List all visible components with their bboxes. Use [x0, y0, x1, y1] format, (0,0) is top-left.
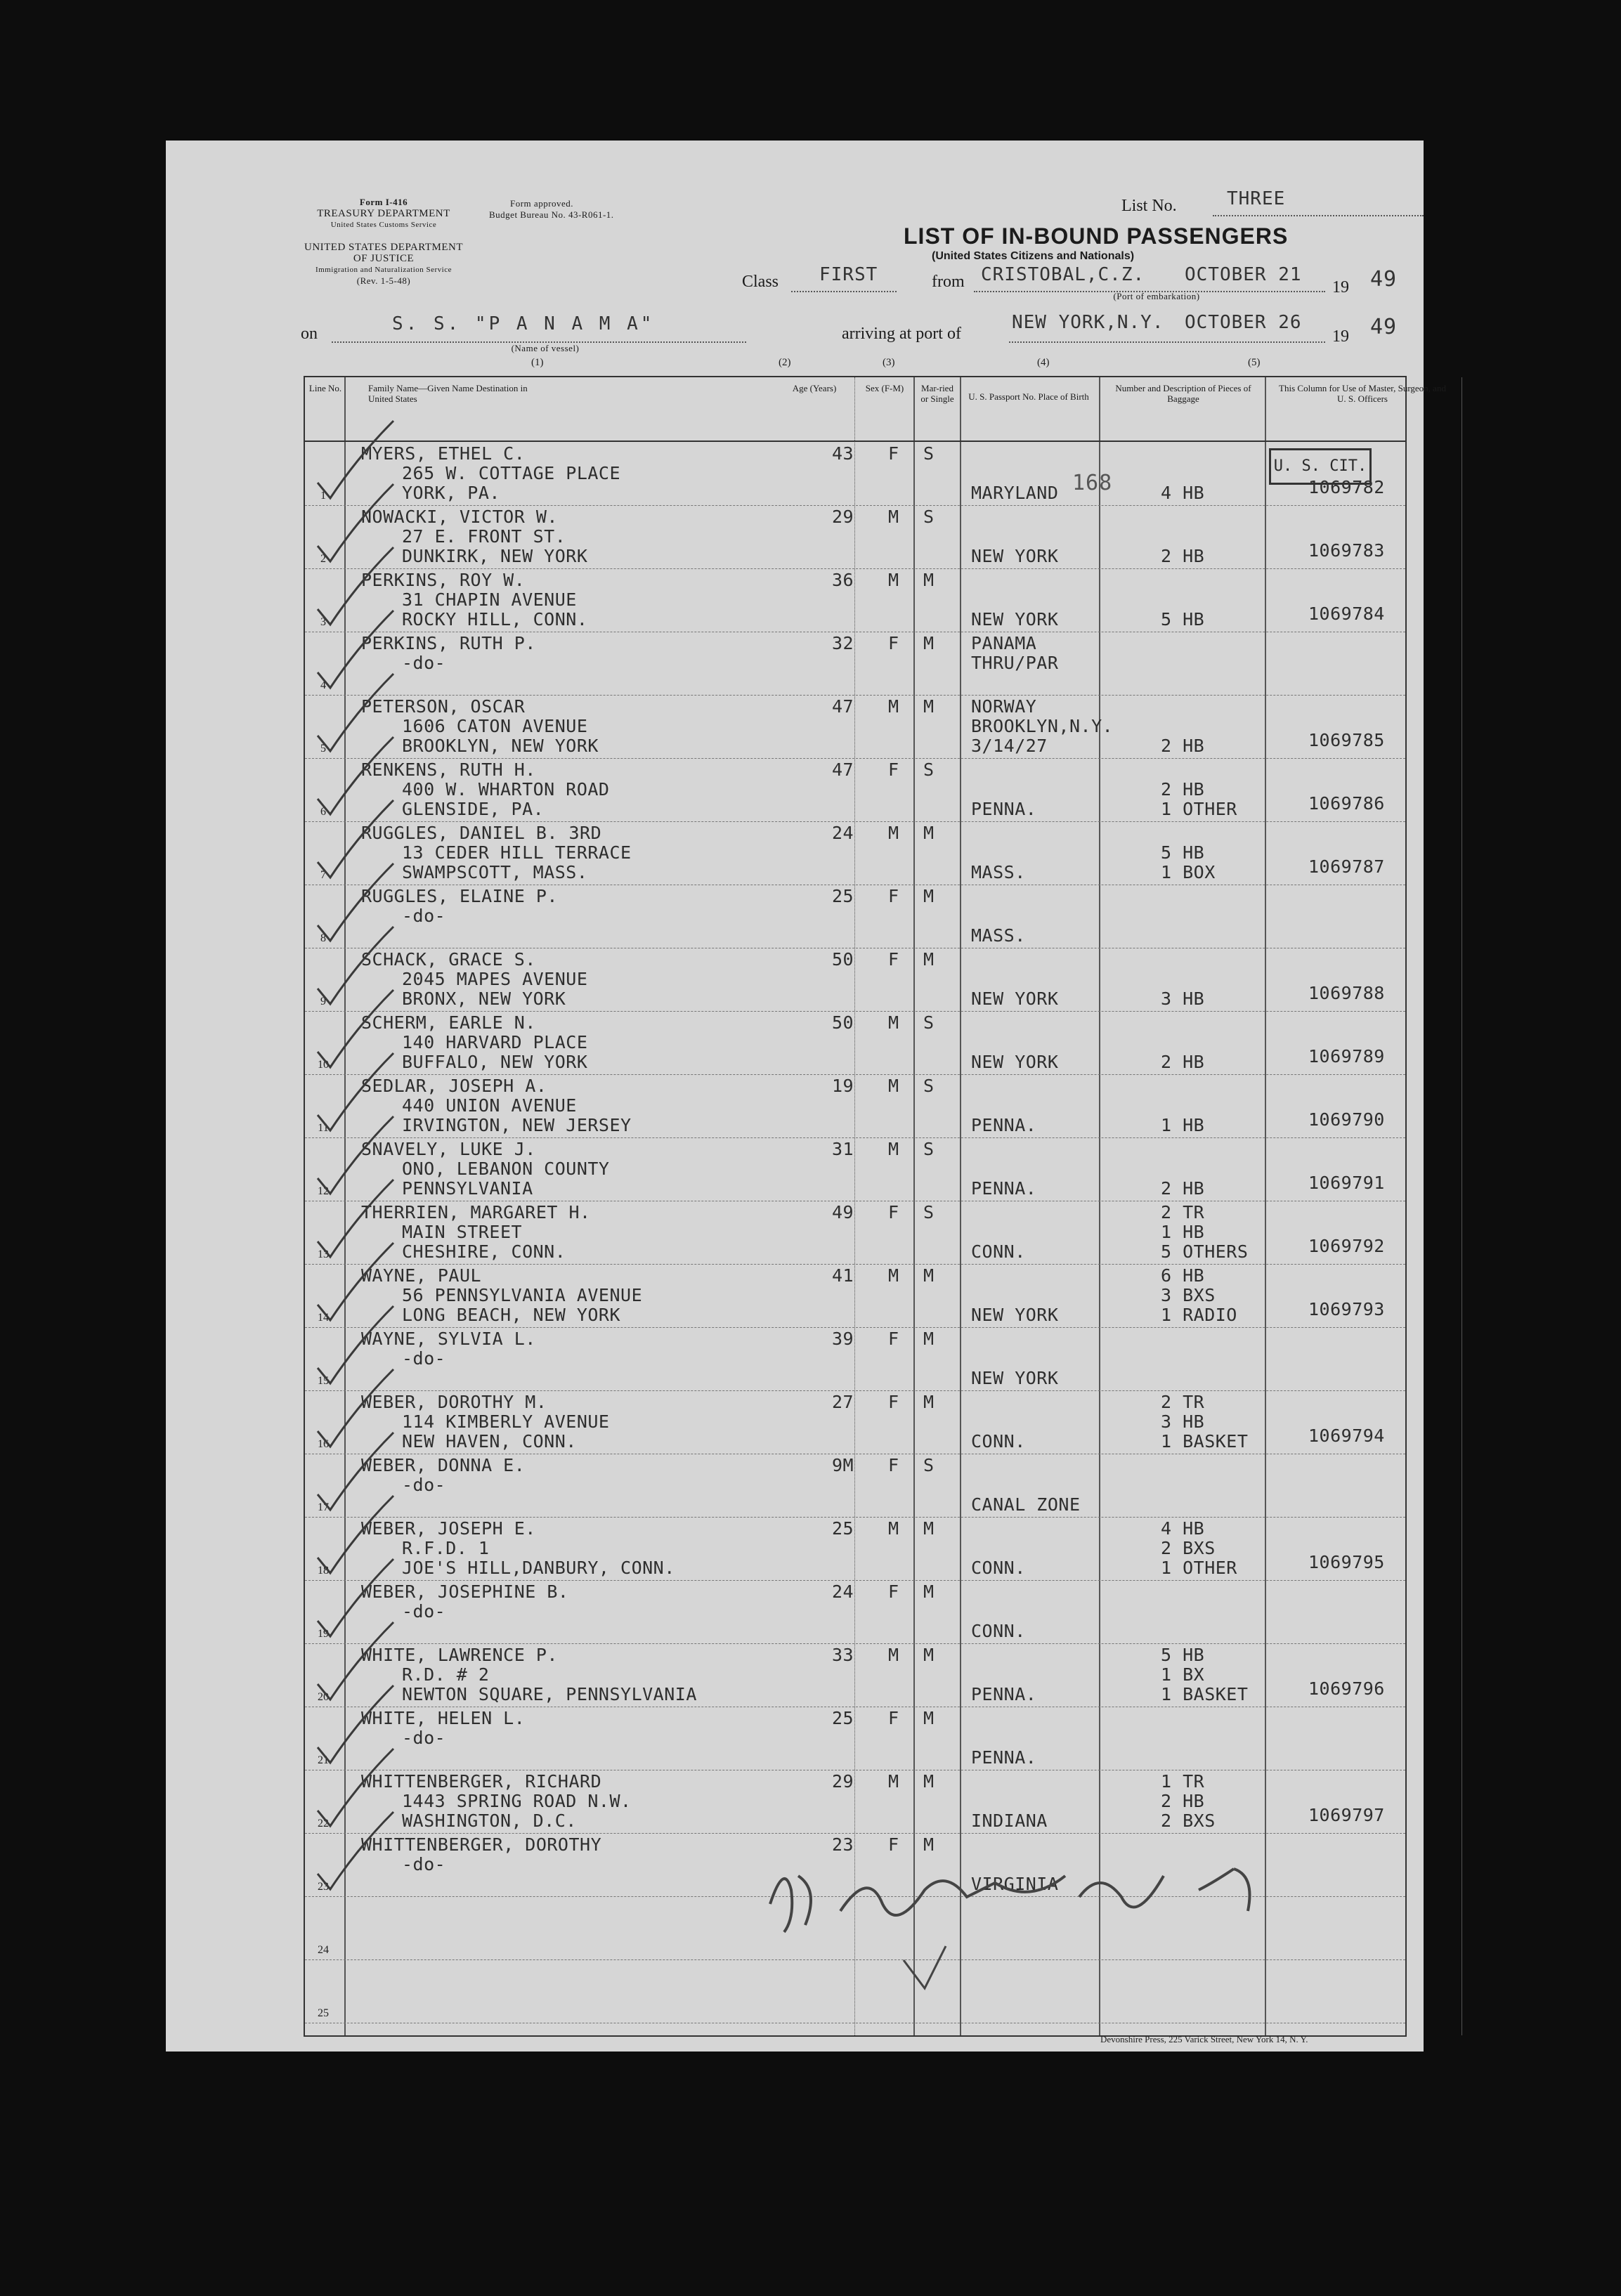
marital-status: M — [923, 1329, 935, 1349]
baggage-line-3: 1 HB — [1161, 1115, 1205, 1135]
passenger-age: 24 — [832, 823, 854, 843]
passenger-sex: F — [888, 1329, 899, 1349]
passenger-age: 29 — [832, 1771, 854, 1792]
birthplace-line-2: BROOKLYN,N.Y. — [971, 716, 1114, 736]
line-number: 4 — [320, 679, 326, 691]
birthplace-line-2: THRU/PAR — [971, 653, 1059, 673]
arrival-date: OCTOBER 26 — [1185, 312, 1302, 333]
line-number: 8 — [320, 932, 326, 944]
page-title: LIST OF IN-BOUND PASSENGERS — [904, 223, 1289, 249]
form-id: Form I-416 — [359, 197, 408, 207]
passenger-name: WHITTENBERGER, RICHARD — [361, 1771, 602, 1792]
officer-number: 1069783 — [1308, 540, 1385, 561]
birthplace-line-3: PENNA. — [971, 799, 1037, 819]
list-no-label: List No. — [1121, 197, 1177, 215]
marital-status: S — [923, 1202, 935, 1222]
address-line-1: 31 CHAPIN AVENUE — [402, 589, 577, 610]
passenger-age: 36 — [832, 570, 854, 590]
baggage-line-1: 5 HB — [1161, 1645, 1205, 1665]
birthplace-line-1: PANAMA — [971, 633, 1037, 653]
col-num-3: (3) — [883, 357, 895, 368]
address-line-2: YORK, PA. — [402, 483, 500, 503]
address-line-1: 2045 MAPES AVENUE — [402, 969, 588, 989]
passenger-name: WEBER, DONNA E. — [361, 1455, 526, 1475]
list-no-value: THREE — [1227, 188, 1286, 209]
baggage-line-3: 1 RADIO — [1161, 1305, 1237, 1325]
passenger-name: WEBER, JOSEPH E. — [361, 1518, 536, 1539]
address-line-1: -do- — [402, 1348, 446, 1369]
passenger-sex: M — [888, 1139, 899, 1159]
passenger-sex: M — [888, 1645, 899, 1665]
birthplace-line-3: PENNA. — [971, 1115, 1037, 1135]
line-number: 12 — [318, 1185, 329, 1197]
birthplace-line-3: NEW YORK — [971, 1368, 1059, 1388]
line-number: 5 — [320, 743, 326, 755]
line-number: 10 — [318, 1059, 329, 1071]
col-num-4: (4) — [1037, 357, 1050, 368]
marital-status: M — [923, 1581, 935, 1602]
form-approved: Form approved. — [510, 198, 574, 209]
passenger-name: PERKINS, RUTH P. — [361, 633, 536, 653]
passenger-name: WEBER, DOROTHY M. — [361, 1392, 547, 1412]
officer-number: 1069790 — [1308, 1109, 1385, 1130]
col-header-officers: This Column for Use of Master, Surgeon, and U. S. Officers — [1279, 383, 1446, 404]
baggage-line-1: 6 HB — [1161, 1265, 1205, 1286]
passenger-name: PERKINS, ROY W. — [361, 570, 526, 590]
page-subtitle: (United States Citizens and Nationals) — [932, 250, 1135, 262]
officer-number: 1069797 — [1308, 1805, 1385, 1825]
baggage-line-3: 4 HB — [1161, 483, 1205, 503]
address-line-2: BRONX, NEW YORK — [402, 989, 566, 1009]
birthplace-line-3: PENNA. — [971, 1178, 1037, 1199]
address-line-1: 114 KIMBERLY AVENUE — [402, 1411, 610, 1432]
baggage-line-3: 5 OTHERS — [1161, 1241, 1249, 1262]
passenger-name: WHITE, HELEN L. — [361, 1708, 526, 1728]
line-number: 11 — [318, 1122, 329, 1134]
marital-status: M — [923, 696, 935, 717]
address-line-1: 140 HARVARD PLACE — [402, 1032, 588, 1052]
marital-status: S — [923, 443, 935, 464]
embark-note: (Port of embarkation) — [1113, 291, 1200, 301]
baggage-line-2: 2 HB — [1161, 779, 1205, 800]
passenger-name: WEBER, JOSEPHINE B. — [361, 1581, 569, 1602]
passenger-age: 43 — [832, 443, 854, 464]
line-number: 21 — [318, 1754, 329, 1766]
address-line-1: 27 E. FRONT ST. — [402, 526, 566, 547]
line-number: 25 — [318, 2007, 329, 2019]
col-header-name: Family Name—Given Name Destination in United States — [368, 383, 528, 404]
passenger-age: 50 — [832, 949, 854, 970]
baggage-line-1: 4 HB — [1161, 1518, 1205, 1539]
passenger-sex: F — [888, 1392, 899, 1412]
passenger-age: 25 — [832, 1708, 854, 1728]
birthplace-line-3: NEW YORK — [971, 989, 1059, 1009]
officer-number: 1069785 — [1308, 730, 1385, 750]
address-line-2: DUNKIRK, NEW YORK — [402, 546, 588, 566]
birthplace-line-3: CONN. — [971, 1558, 1026, 1578]
col-header-passport: U. S. Passport No. Place of Birth — [968, 391, 1089, 402]
baggage-line-3: 2 BXS — [1161, 1811, 1216, 1831]
marital-status: M — [923, 886, 935, 906]
address-line-2: WASHINGTON, D.C. — [402, 1811, 577, 1831]
passenger-sex: F — [888, 759, 899, 780]
passenger-sex: F — [888, 1455, 899, 1475]
marital-status: M — [923, 1708, 935, 1728]
line-number: 20 — [318, 1691, 329, 1703]
line-number: 9 — [320, 996, 326, 1007]
baggage-line-3: 1 BASKET — [1161, 1431, 1249, 1452]
passenger-age: 49 — [832, 1202, 854, 1222]
passenger-age: 33 — [832, 1645, 854, 1665]
dept-justice: UNITED STATES DEPARTMENT OF JUSTICE — [304, 242, 463, 264]
passenger-sex: M — [888, 1771, 899, 1792]
marital-status: M — [923, 570, 935, 590]
address-line-1: 400 W. WHARTON ROAD — [402, 779, 610, 800]
address-line-1: 13 CEDER HILL TERRACE — [402, 842, 632, 863]
officer-number: 1069796 — [1308, 1678, 1385, 1699]
address-line-2: CHESHIRE, CONN. — [402, 1241, 566, 1262]
address-line-1: 56 PENNSYLVANIA AVENUE — [402, 1285, 643, 1305]
birthplace-line-3: CANAL ZONE — [971, 1494, 1081, 1515]
line-number: 22 — [318, 1818, 329, 1829]
passenger-sex: F — [888, 443, 899, 464]
address-line-2: NEWTON SQUARE, PENNSYLVANIA — [402, 1684, 697, 1704]
baggage-line-3: 1 BOX — [1161, 862, 1216, 882]
inspector-signature — [770, 1869, 1250, 1932]
passenger-name: WHITE, LAWRENCE P. — [361, 1645, 558, 1665]
address-line-2: BUFFALO, NEW YORK — [402, 1052, 588, 1072]
from-port: CRISTOBAL,C.Z. — [981, 264, 1145, 285]
officer-number: 1069795 — [1308, 1552, 1385, 1572]
passenger-sex: F — [888, 633, 899, 653]
arriving-label: arriving at port of — [842, 325, 961, 343]
line-number: 15 — [318, 1375, 329, 1387]
address-line-1: 440 UNION AVENUE — [402, 1095, 577, 1116]
marital-status: M — [923, 823, 935, 843]
address-line-1: -do- — [402, 1601, 446, 1622]
address-line-2: JOE'S HILL,DANBURY, CONN. — [402, 1558, 675, 1578]
year-prefix-from: 19 — [1332, 278, 1349, 296]
passenger-age: 24 — [832, 1581, 854, 1602]
address-line-1: 265 W. COTTAGE PLACE — [402, 463, 621, 483]
passenger-age: 47 — [832, 759, 854, 780]
baggage-line-2: 2 BXS — [1161, 1538, 1216, 1558]
birthplace-line-3: MASS. — [971, 925, 1026, 946]
line-number: 1 — [320, 490, 326, 502]
col-header-baggage: Number and Description of Pieces of Baggage — [1115, 383, 1251, 404]
address-line-1: 1606 CATON AVENUE — [402, 716, 588, 736]
passenger-age: 25 — [832, 1518, 854, 1539]
baggage-line-1: 1 TR — [1161, 1771, 1205, 1792]
passenger-name: WHITTENBERGER, DOROTHY — [361, 1834, 602, 1855]
dept-ins: Immigration and Naturalization Service — [315, 266, 453, 274]
birthplace-line-3: NEW YORK — [971, 546, 1059, 566]
address-line-1: -do- — [402, 906, 446, 926]
passenger-sex: M — [888, 696, 899, 717]
line-number: 6 — [320, 806, 326, 818]
year-prefix-to: 19 — [1332, 327, 1349, 346]
officer-number: 1069788 — [1308, 983, 1385, 1003]
marital-status: S — [923, 759, 935, 780]
birthplace-line-3: CONN. — [971, 1621, 1026, 1641]
passenger-age: 41 — [832, 1265, 854, 1286]
on-label: on — [301, 325, 318, 343]
col-num-1: (1) — [531, 357, 544, 368]
passenger-sex: F — [888, 1202, 899, 1222]
marital-status: M — [923, 1645, 935, 1665]
passenger-sex: F — [888, 1834, 899, 1855]
address-line-1: ONO, LEBANON COUNTY — [402, 1159, 610, 1179]
baggage-line-3: 1 BASKET — [1161, 1684, 1249, 1704]
address-line-1: R.F.D. 1 — [402, 1538, 490, 1558]
marital-status: M — [923, 633, 935, 653]
passenger-age: 25 — [832, 886, 854, 906]
passenger-name: SEDLAR, JOSEPH A. — [361, 1076, 547, 1096]
check-mark — [318, 421, 393, 498]
address-line-2: PENNSYLVANIA — [402, 1178, 533, 1199]
marital-status: M — [923, 1265, 935, 1286]
passenger-sex: M — [888, 1265, 899, 1286]
baggage-line-2: 3 HB — [1161, 1411, 1205, 1432]
passenger-sex: M — [888, 1076, 899, 1096]
vessel-note: (Name of vessel) — [511, 343, 580, 353]
officer-number: 1069794 — [1308, 1426, 1385, 1446]
address-line-2: NEW HAVEN, CONN. — [402, 1431, 577, 1452]
address-line-1: R.D. # 2 — [402, 1664, 490, 1685]
line-number: 13 — [318, 1248, 329, 1260]
baggage-line-3: 2 HB — [1161, 546, 1205, 566]
passenger-age: 9M — [832, 1455, 854, 1475]
baggage-line-3: 1 OTHER — [1161, 1558, 1237, 1578]
line-number: 17 — [318, 1501, 329, 1513]
address-line-1: -do- — [402, 1728, 446, 1748]
baggage-line-1: 2 TR — [1161, 1392, 1205, 1412]
manifest-sheet — [166, 141, 1446, 2052]
marital-status: M — [923, 949, 935, 970]
baggage-line-3: 2 HB — [1161, 1178, 1205, 1199]
line-number: 24 — [318, 1944, 329, 1956]
baggage-line-3: 3 HB — [1161, 989, 1205, 1009]
marital-status: M — [923, 1834, 935, 1855]
passenger-name: NOWACKI, VICTOR W. — [361, 507, 558, 527]
line-number: 2 — [320, 553, 326, 565]
birthplace-line-1: NORWAY — [971, 696, 1037, 717]
passenger-age: 47 — [832, 696, 854, 717]
passenger-name: MYERS, ETHEL C. — [361, 443, 526, 464]
passenger-sex: M — [888, 507, 899, 527]
baggage-line-3: 5 HB — [1161, 609, 1205, 630]
baggage-line-2: 1 BX — [1161, 1664, 1205, 1685]
address-line-1: -do- — [402, 1854, 446, 1874]
col-header-line: Line No. — [308, 383, 342, 393]
passenger-name: RUGGLES, DANIEL B. 3RD — [361, 823, 602, 843]
birthplace-line-3: PENNA. — [971, 1684, 1037, 1704]
passenger-sex: F — [888, 886, 899, 906]
passenger-sex: M — [888, 823, 899, 843]
passenger-name: THERRIEN, MARGARET H. — [361, 1202, 591, 1222]
passenger-age: 19 — [832, 1076, 854, 1096]
col-header-married: Mar-ried or Single — [920, 383, 954, 404]
passenger-name: SNAVELY, LUKE J. — [361, 1139, 536, 1159]
address-line-2: GLENSIDE, PA. — [402, 799, 545, 819]
baggage-line-1: 2 TR — [1161, 1202, 1205, 1222]
line-number: 19 — [318, 1628, 329, 1640]
passenger-age: 23 — [832, 1834, 854, 1855]
officer-number: 1069782 — [1308, 477, 1385, 497]
passenger-sex: F — [888, 1581, 899, 1602]
marital-status: M — [923, 1392, 935, 1412]
birthplace-line-3: MARYLAND — [971, 483, 1059, 503]
line-number: 7 — [320, 869, 326, 881]
address-line-2: BROOKLYN, NEW YORK — [402, 736, 599, 756]
passenger-age: 31 — [832, 1139, 854, 1159]
officer-number: 1069789 — [1308, 1046, 1385, 1067]
passenger-name: WAYNE, PAUL — [361, 1265, 482, 1286]
passenger-name: SCHERM, EARLE N. — [361, 1012, 536, 1033]
birthplace-line-3: NEW YORK — [971, 1052, 1059, 1072]
passenger-sex: F — [888, 949, 899, 970]
baggage-line-3: 2 HB — [1161, 736, 1205, 756]
officer-number: 1069791 — [1308, 1173, 1385, 1193]
officer-number: 1069793 — [1308, 1299, 1385, 1319]
birthplace-line-3: NEW YORK — [971, 609, 1059, 630]
marital-status: M — [923, 1518, 935, 1539]
col-num-2: (2) — [779, 357, 791, 368]
baggage-line-3: 1 OTHER — [1161, 799, 1237, 819]
vessel-name: S. S. "P A N A M A" — [392, 313, 655, 334]
baggage-line-2: 3 BXS — [1161, 1285, 1216, 1305]
baggage-line-3: 2 HB — [1161, 1052, 1205, 1072]
baggage-note: 168 — [1072, 471, 1113, 495]
passenger-name: RENKENS, RUTH H. — [361, 759, 536, 780]
line-number: 23 — [318, 1881, 329, 1893]
passenger-age: 39 — [832, 1329, 854, 1349]
handwritten-checkmarks — [166, 141, 1424, 2052]
passenger-age: 32 — [832, 633, 854, 653]
marital-status: S — [923, 1076, 935, 1096]
class-label: Class — [742, 273, 779, 291]
officer-number: 1069792 — [1308, 1236, 1385, 1256]
baggage-line-2: 1 HB — [1161, 1222, 1205, 1242]
address-line-2: LONG BEACH, NEW YORK — [402, 1305, 621, 1325]
line-number: 3 — [320, 616, 326, 628]
baggage-line-2: 5 HB — [1161, 842, 1205, 863]
line-number: 18 — [318, 1565, 329, 1577]
col-num-5: (5) — [1248, 357, 1261, 368]
marital-status: S — [923, 1139, 935, 1159]
address-line-2: ROCKY HILL, CONN. — [402, 609, 588, 630]
passenger-sex: M — [888, 1518, 899, 1539]
from-label: from — [932, 273, 965, 291]
passenger-age: 29 — [832, 507, 854, 527]
col-header-age: Age (Years) — [792, 383, 837, 393]
officer-number: 1069784 — [1308, 604, 1385, 624]
birthplace-line-3: NEW YORK — [971, 1305, 1059, 1325]
budget-bureau: Budget Bureau No. 43-R061-1. — [489, 209, 614, 220]
year-to: 49 — [1370, 315, 1398, 339]
address-line-1: -do- — [402, 653, 446, 673]
dept-treasury: TREASURY DEPARTMENT — [317, 208, 450, 219]
us-citizen-stamp: U. S. CIT. — [1269, 448, 1372, 485]
dept-customs: United States Customs Service — [330, 221, 437, 229]
birthplace-line-3: INDIANA — [971, 1811, 1048, 1831]
address-line-1: MAIN STREET — [402, 1222, 523, 1242]
rev-date: (Rev. 1-5-48) — [356, 275, 411, 286]
signature-tick — [904, 1946, 946, 1988]
passenger-name: RUGGLES, ELAINE P. — [361, 886, 558, 906]
address-line-1: 1443 SPRING ROAD N.W. — [402, 1791, 632, 1811]
marital-status: M — [923, 1771, 935, 1792]
passenger-sex: M — [888, 1012, 899, 1033]
baggage-line-2: 2 HB — [1161, 1791, 1205, 1811]
year-from: 49 — [1370, 267, 1398, 292]
col-header-sex: Sex (F-M) — [865, 383, 904, 393]
passenger-name: WAYNE, SYLVIA L. — [361, 1329, 536, 1349]
from-date: OCTOBER 21 — [1185, 264, 1302, 285]
passenger-name: PETERSON, OSCAR — [361, 696, 526, 717]
passenger-sex: M — [888, 570, 899, 590]
passenger-age: 27 — [832, 1392, 854, 1412]
birthplace-line-3: MASS. — [971, 862, 1026, 882]
birthplace-line-3: 3/14/27 — [971, 736, 1048, 756]
officer-number: 1069786 — [1308, 793, 1385, 814]
birthplace-line-3: CONN. — [971, 1431, 1026, 1452]
arrival-port: NEW YORK,N.Y. — [1012, 312, 1164, 333]
marital-status: S — [923, 1455, 935, 1475]
address-line-2: IRVINGTON, NEW JERSEY — [402, 1115, 632, 1135]
class-value: FIRST — [819, 264, 878, 285]
officer-number: 1069787 — [1308, 856, 1385, 877]
birthplace-line-3: CONN. — [971, 1241, 1026, 1262]
printer-footer: Devonshire Press, 225 Varick Street, New York 14, N. Y. — [1100, 2034, 1308, 2044]
passenger-age: 50 — [832, 1012, 854, 1033]
line-number: 14 — [318, 1312, 329, 1324]
address-line-1: -do- — [402, 1475, 446, 1495]
birthplace-line-3: VIRGINIA — [971, 1874, 1059, 1894]
line-number: 16 — [318, 1438, 329, 1450]
birthplace-line-3: PENNA. — [971, 1747, 1037, 1768]
marital-status: S — [923, 507, 935, 527]
marital-status: S — [923, 1012, 935, 1033]
passenger-sex: F — [888, 1708, 899, 1728]
address-line-2: SWAMPSCOTT, MASS. — [402, 862, 588, 882]
passenger-name: SCHACK, GRACE S. — [361, 949, 536, 970]
